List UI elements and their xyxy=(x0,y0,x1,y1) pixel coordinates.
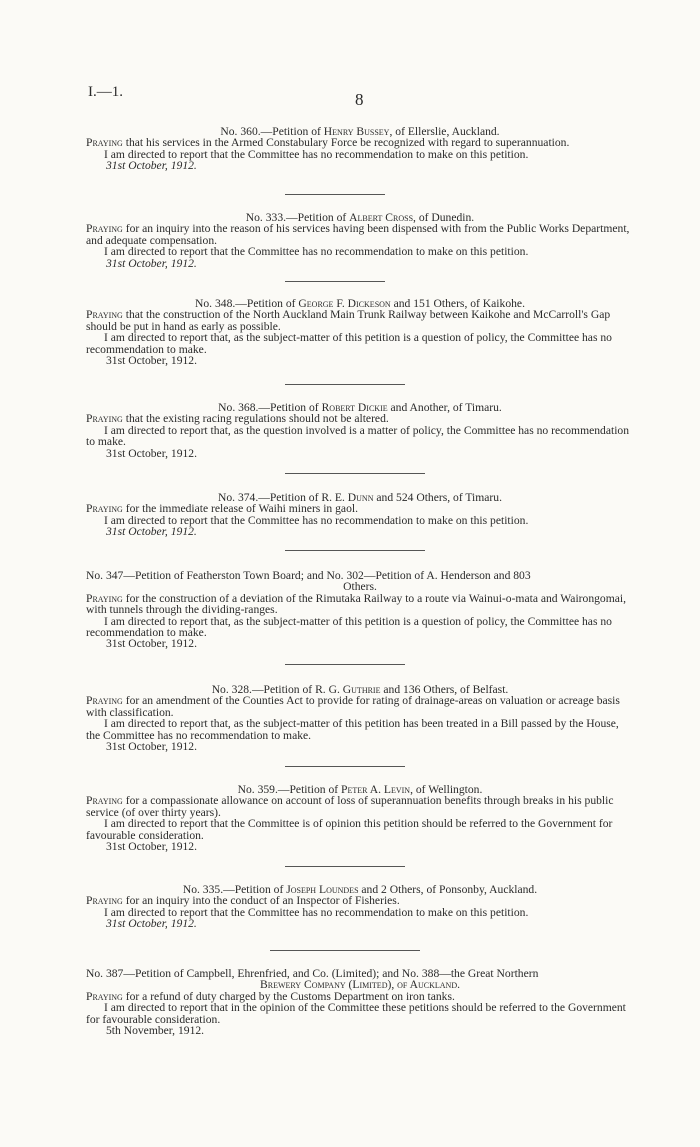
petition-date: 5th November, 1912. xyxy=(106,1024,205,1038)
petition-title: No. 333.—Petition of Albert Cross, of Dunedin. xyxy=(245,211,475,224)
report-paragraph: I am directed to report that, as the subject-matter of this petition has been treated in a Bill passed by the House, the Committee has no recommendation to make. xyxy=(86,717,619,742)
report-paragraph: I am directed to report that the Committee has no recommendation to make on this petition. xyxy=(104,147,529,161)
praying-paragraph: Praying for an amendment of the Counties Act to provide for rating of drainage-areas on valuation or acreage basis with classification. xyxy=(86,694,620,719)
petition-title: No. 359.—Petition of Peter A. Levin, of Wellington. xyxy=(237,783,483,796)
divider xyxy=(270,950,420,951)
praying-paragraph: Praying that the existing racing regulations should not be altered. xyxy=(86,412,389,426)
petition-title: No. 374.—Petition of R. E. Dunn and 524 Others, of Timaru. xyxy=(217,491,502,504)
petition-date: 31st October, 1912. xyxy=(106,637,197,651)
report-paragraph: I am directed to report that the Committee has no recommendation to make on this petition. xyxy=(104,513,529,527)
praying-paragraph: Praying for an inquiry into the reason of his services having been dispensed with from the Public Works Department, and adequate compensation. xyxy=(86,222,630,247)
petition-entry xyxy=(86,212,634,269)
petition-entry xyxy=(86,570,634,650)
report-paragraph: I am directed to report that, as the subject-matter of this petition is a question of policy, the Committee has no recommendation to make. xyxy=(86,331,612,356)
divider xyxy=(285,766,405,767)
petition-entry xyxy=(86,298,634,366)
petition-title: No. 368.—Petition of Robert Dickie and Another, of Timaru. xyxy=(218,401,502,414)
petition-date: 31st October, 1912. xyxy=(106,256,197,270)
petition-title: No. 347—Petition of Featherston Town Board; and No. 302—Petition of A. Henderson and 803 xyxy=(86,569,531,582)
petition-entry xyxy=(86,492,634,538)
page-reference: I.—1. xyxy=(88,84,123,100)
petition-title: No. 360.—Petition of Henry Bussey, of Ellerslie, Auckland. xyxy=(220,125,500,138)
petition-date: 31st October, 1912. xyxy=(106,840,197,854)
petition-title: No. 335.—Petition of Joseph Loundes and 2 Others, of Ponsonby, Auckland. xyxy=(182,883,538,896)
petition-title-continuation: Brewery Company (Limited), of Auckland. xyxy=(260,978,460,992)
petition-entry xyxy=(86,684,634,752)
page-number: 8 xyxy=(355,90,364,109)
report-paragraph: I am directed to report that the Committee is of opinion this petition should be referred to the Government for favourable consideration. xyxy=(86,817,613,842)
praying-paragraph: Praying for a compassionate allowance on account of loss of superannuation benefits through breaks in his public service (of over thirty years). xyxy=(86,794,614,819)
petition-entry xyxy=(86,126,634,172)
praying-paragraph: Praying for the construction of a deviation of the Rimutaka Railway to a route via Wainui-o-mata and Wairongomai, with tunnels through the dividing-ranges. xyxy=(86,591,627,617)
divider xyxy=(285,866,405,867)
petition-date: 31st October, 1912. xyxy=(106,525,197,539)
divider xyxy=(285,384,405,385)
divider xyxy=(285,664,405,665)
divider xyxy=(285,550,425,551)
petition-entry xyxy=(86,402,634,459)
petition-title: No. 328.—Petition of R. G. Guthrie and 136 Others, of Belfast. xyxy=(211,683,509,696)
report-paragraph: I am directed to report that the Committee has no recommendation to make on this petition. xyxy=(104,905,529,919)
report-paragraph: I am directed to report that, as the subject-matter of this petition is a question of policy, the Committee has no recommendation to make. xyxy=(86,614,612,640)
petition-entry xyxy=(86,784,634,852)
praying-paragraph: Praying for the immediate release of Waihi miners in gaol. xyxy=(86,502,358,516)
praying-paragraph: Praying that the construction of the North Auckland Main Trunk Railway between Kaikohe and McCarroll's Gap should be put in hand as early as possible. xyxy=(86,308,611,333)
petition-date: 31st October, 1912. xyxy=(106,159,197,173)
petition-date: 31st October, 1912. xyxy=(106,354,197,368)
divider xyxy=(285,194,385,195)
report-paragraph: I am directed to report that, as the question involved is a matter of policy, the Committee has no recommendation to make. xyxy=(86,423,630,449)
praying-paragraph: Praying that his services in the Armed Constabulary Force be recognized with regard to superannuation. xyxy=(86,136,570,150)
petition-date: 31st October, 1912. xyxy=(106,740,197,754)
petition-date: 31st October, 1912. xyxy=(106,917,197,931)
petition-entry xyxy=(86,884,634,930)
petition-title-continuation: Others. xyxy=(343,580,377,594)
praying-paragraph: Praying for an inquiry into the conduct of an Inspector of Fisheries. xyxy=(86,894,400,908)
petition-title: No. 348.—Petition of George F. Dickeson and 151 Others, of Kaikohe. xyxy=(195,297,525,310)
divider xyxy=(285,473,425,474)
praying-paragraph: Praying for a refund of duty charged by the Customs Department on iron tanks. xyxy=(86,989,455,1003)
petition-title: No. 387—Petition of Campbell, Ehrenfried, and Co. (Limited); and No. 388—the Great Northern xyxy=(86,967,539,980)
report-paragraph: I am directed to report that the Committee has no recommendation to make on this petition. xyxy=(104,245,529,259)
petition-date: 31st October, 1912. xyxy=(106,446,197,460)
petition-entry xyxy=(86,968,634,1036)
report-paragraph: I am directed to report that in the opinion of the Committee these petitions should be referred to the Government for favourable consideration. xyxy=(86,1001,626,1026)
divider xyxy=(285,281,385,282)
